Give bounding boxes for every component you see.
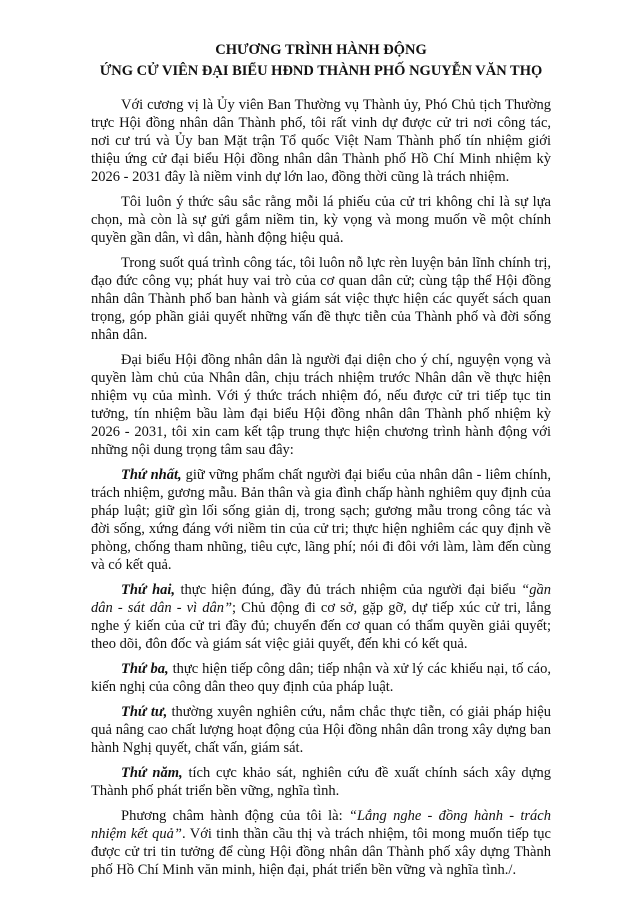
motto-paragraph xyxy=(91,807,551,879)
commitment-fourth xyxy=(91,703,551,757)
intro-paragraph: Đại biểu Hội đồng nhân dân là người đại diện cho ý chí, nguyện vọng và quyền làm chủ của Nhân dân, chịu trách nhiệm trước Nhân dân về thực hiện nhiệm vụ của mình. Với ý thức trách nhiệm đó, nếu được cử tri tiếp tục tin tưởng, tín nhiệm bầu làm đại biểu Hội đồng nhân dân Thành phố nhiệm kỳ 2026 - 2031, tôi xin cam kết tập trung thực hiện chương trình hành động với những nội dung trọng tâm sau đây: xyxy=(91,352,551,458)
commitment-label: Thứ nhất, xyxy=(121,467,182,483)
motto-lead: Phương châm hành động của tôi là: xyxy=(121,808,349,824)
intro-paragraph: Trong suốt quá trình công tác, tôi luôn nỗ lực rèn luyện bản lĩnh chính trị, đạo đức công vụ; phát huy vai trò của cơ quan dân cử; cùng tập thể Hội đồng nhân dân Thành phố ban hành và giám sát việc thực hiện các quyết sách quan trọng, góp phần giải quyết những vấn đề thực tiễn của Thành phố và đời sống nhân dân. xyxy=(91,255,551,343)
motto-rest: . Với tinh thần cầu thị và trách nhiệm, tôi mong muốn tiếp tục được cử tri tin tưởng để cùng Hội đồng nhân dân Thành phố xây dựng Thành phố Hồ Chí Minh văn minh, hiện đại, phát triển bền vững và nghĩa tình./. xyxy=(91,826,551,878)
intro-paragraph: Tôi luôn ý thức sâu sắc rằng mỗi lá phiếu của cử tri không chỉ là sự lựa chọn, mà còn là sự gửi gắm niềm tin, kỳ vọng và mong muốn về một chính quyền gần dân, vì dân, hành động hiệu quả. xyxy=(91,194,551,246)
commitment-quote: “gần dân - sát dân - vì dân” xyxy=(91,582,551,616)
motto-quote: “Lắng nghe - đồng hành - trách nhiệm kết quả” xyxy=(91,808,551,842)
document-page xyxy=(91,40,551,886)
commitment-first xyxy=(91,466,551,574)
commitment-text: thực hiện tiếp công dân; tiếp nhận và xử lý các khiếu nại, tố cáo, kiến nghị của công dân theo quy định của pháp luật. xyxy=(91,661,551,695)
document-title: CHƯƠNG TRÌNH HÀNH ĐỘNG xyxy=(215,42,427,58)
commitment-fifth xyxy=(91,764,551,800)
title-block xyxy=(91,40,551,82)
commitment-label: Thứ ba, xyxy=(121,661,169,677)
commitment-text: thực hiện đúng, đầy đủ trách nhiệm của người đại biểu xyxy=(175,582,522,598)
commitment-text-after: ; Chủ động đi cơ sở, gặp gỡ, dự tiếp xúc cử tri, lắng nghe ý kiến của cử tri đầy đủ; chuyển đến cơ quan có thẩm quyền giải quyết; theo dõi, đôn đốc và giám sát việc giải quyết, đến khi có kết quả. xyxy=(91,600,551,652)
commitment-second xyxy=(91,581,551,653)
commitment-text: thường xuyên nghiên cứu, nắm chắc thực tiễn, có giải pháp hiệu quả nâng cao chất lượng hoạt động của Hội đồng nhân dân trong xây dựng ban hành Nghị quyết, chất vấn, giám sát. xyxy=(91,704,551,756)
intro-paragraph: Với cương vị là Ủy viên Ban Thường vụ Thành ủy, Phó Chủ tịch Thường trực Hội đồng nhân dân Thành phố, tôi rất vinh dự được cử tri nơi công tác, nơi cư trú và Ủy ban Mặt trận Tổ quốc Việt Nam Thành phố tín nhiệm giới thiệu ứng cử đại biểu Hội đồng nhân dân Thành phố Hồ Chí Minh nhiệm kỳ 2026 - 2031 đây là niềm vinh dự lớn lao, đồng thời cũng là trách nhiệm. xyxy=(91,97,551,185)
commitment-label: Thứ tư, xyxy=(121,704,168,720)
commitment-text: giữ vững phẩm chất người đại biểu của nhân dân - liêm chính, trách nhiệm, gương mẫu. Bản thân và gia đình chấp hành nghiêm quy định của pháp luật; giữ gìn lối sống giản dị, trong sạch; gương mẫu trong công tác và đời sống, xứng đáng với niềm tin của cử tri; thực hiện nghiêm các quy định về phòng, chống tham nhũng, tiêu cực, lãng phí; nói đi đôi với làm, làm đến cùng và có kết quả. xyxy=(91,467,552,573)
commitment-third xyxy=(91,660,551,696)
commitment-label: Thứ hai, xyxy=(121,582,176,598)
commitment-text: tích cực khảo sát, nghiên cứu đề xuất chính sách xây dựng Thành phố phát triển bền vững, nghĩa tình. xyxy=(91,765,552,799)
document-subtitle: ỨNG CỬ VIÊN ĐẠI BIỂU HĐND THÀNH PHỐ NGUYỄN VĂN THỌ xyxy=(99,63,543,79)
commitment-label: Thứ năm, xyxy=(121,765,183,781)
